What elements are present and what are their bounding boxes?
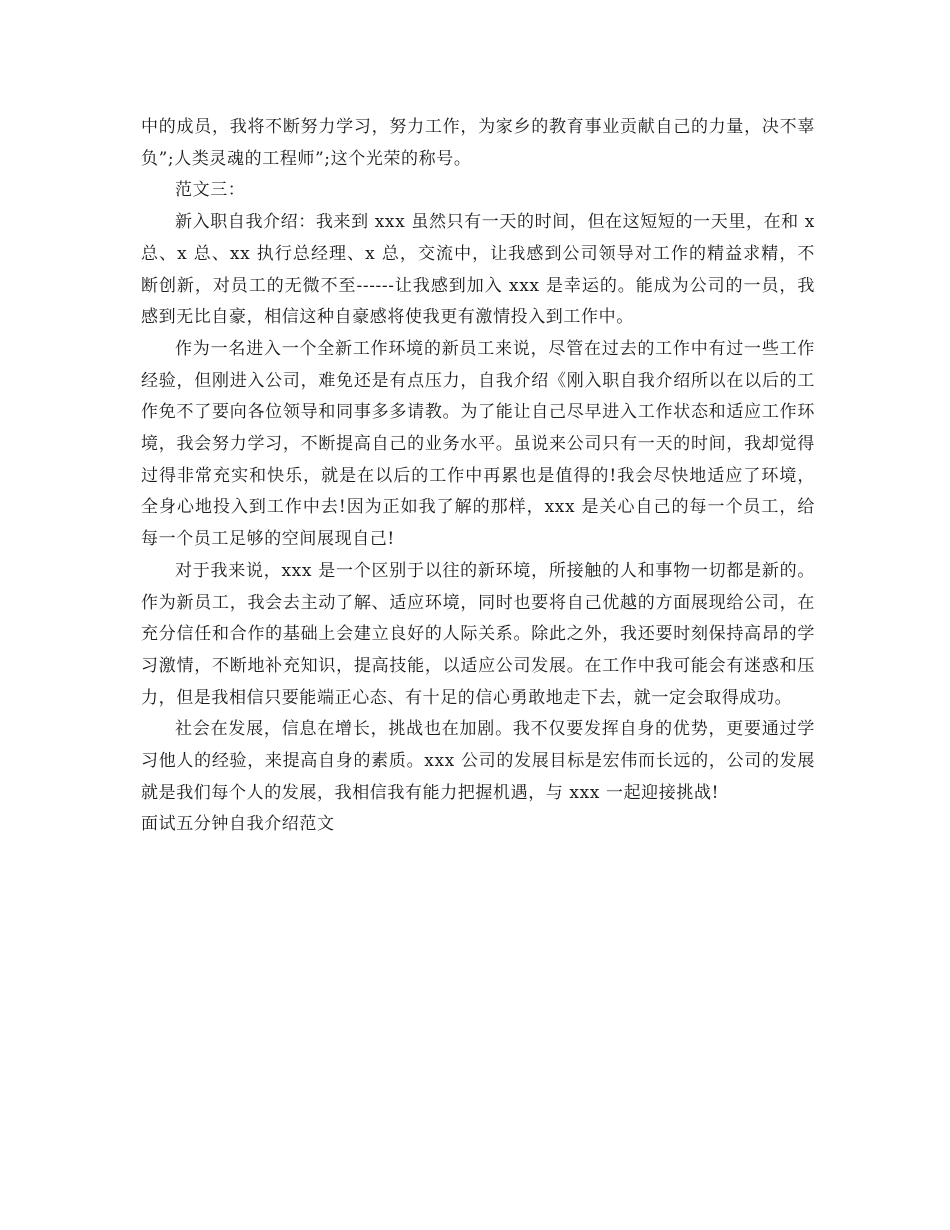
document-body bbox=[141, 112, 822, 841]
next-section-title: 面试五分钟自我介绍范文 bbox=[141, 814, 335, 835]
paragraph-introduction: 新入职自我介绍：我来到 xxx 虽然只有一天的时间，但在这短短的一天里，在和 x 总、x 总、xx 执行总经理、x 总，交流中，让我感到公司领导对工作的精益求精，不断创新，对员工的无微不至------让我感到加入 xxx 是幸运的。能成为公司的一员，我感到无比自豪，相信这种自豪感将使我更有激情投入到工作中。 bbox=[141, 212, 822, 328]
paragraph-new-environment: 作为一名进入一个全新工作环境的新员工来说，尽管在过去的工作中有过一些工作经验，但刚进入公司，难免还是有点压力，自我介绍《刚入职自我介绍所以在以后的工作免不了要向各位领导和同事多多请教。为了能让自己尽早进入工作状态和适应工作环境，我会努力学习，不断提高自己的业务水平。虽说来公司只有一天的时间，我却觉得过得非常充实和快乐，就是在以后的工作中再累也是值得的!我会尽快地适应了环境，全身心地投入到工作中去!因为正如我了解的那样，xxx 是关心自己的每一个员工，给每一个员工足够的空间展现自己! bbox=[141, 338, 815, 550]
paragraph-continuation: 中的成员，我将不断努力学习，努力工作，为家乡的教育事业贡献自己的力量，决不辜负”;人类灵魂的工程师”;这个光荣的称号。 bbox=[141, 117, 815, 169]
section-heading-sample-three: 范文三： bbox=[175, 180, 246, 201]
paragraph-development: 社会在发展，信息在增长，挑战也在加剧。我不仅要发挥自身的优势，更要通过学习他人的经验，来提高自身的素质。xxx 公司的发展目标是宏伟而长远的，公司的发展就是我们每个人的发展，我相信我有能力把握机遇，与 xxx 一起迎接挑战! bbox=[141, 719, 815, 803]
paragraph-new-employee: 对于我来说，xxx 是一个区别于以往的新环境，所接触的人和事物一切都是新的。作为新员工，我会去主动了解、适应环境，同时也要将自己优越的方面展现给公司，在充分信任和合作的基础上会建立良好的人际关系。除此之外，我还要时刻保持高昂的学习激情，不断地补充知识，提高技能，以适应公司发展。在工作中我可能会有迷惑和压力，但是我相信只要能端正心态、有十足的信心勇敢地走下去，就一定会取得成功。 bbox=[141, 560, 815, 708]
